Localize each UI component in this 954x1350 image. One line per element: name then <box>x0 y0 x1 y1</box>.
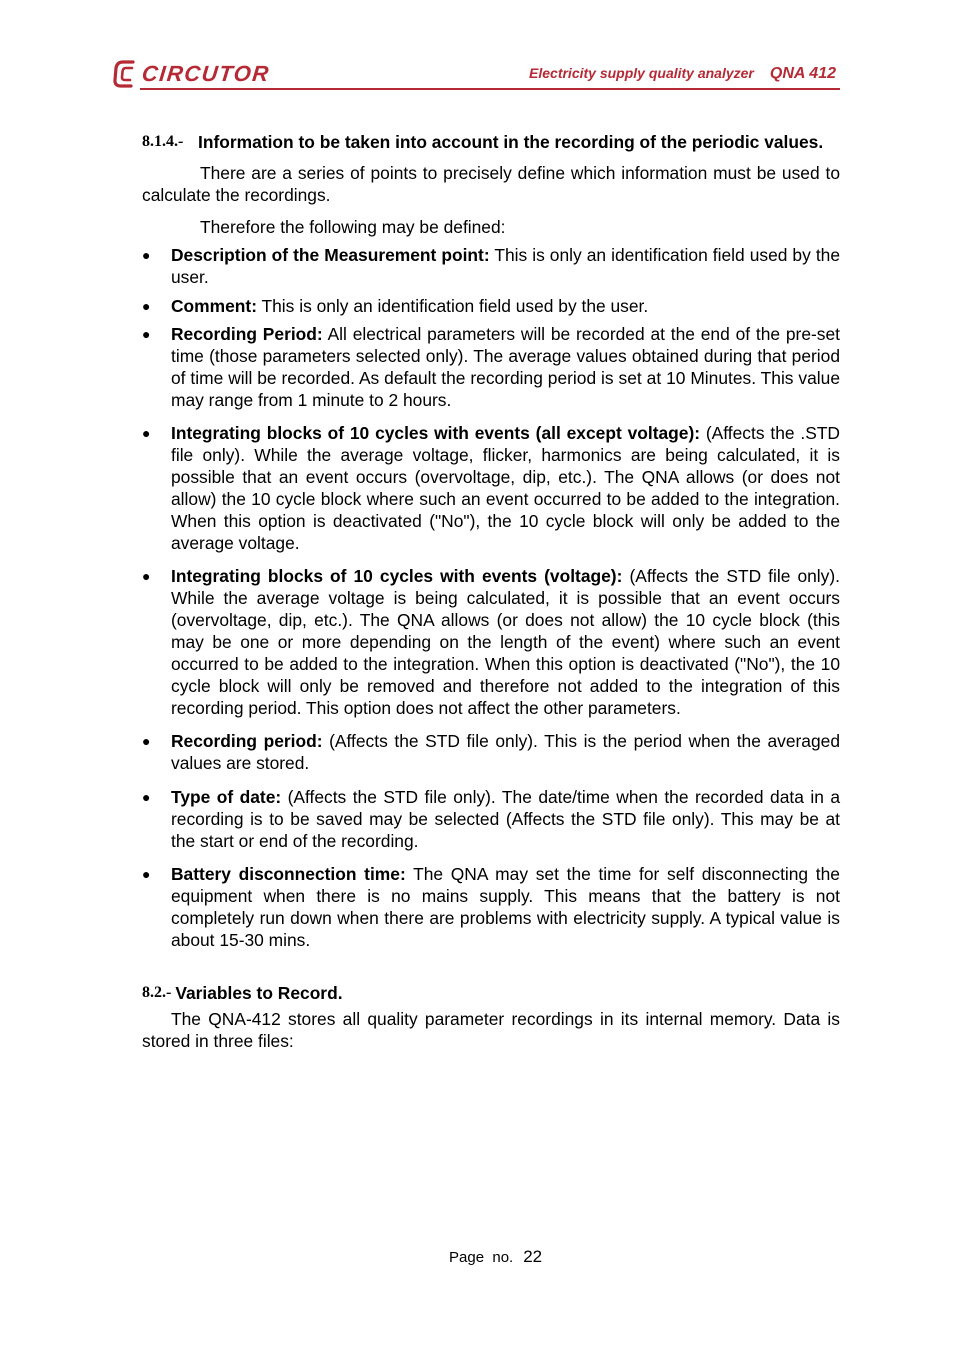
item-text: (Affects the STD file only). This is the period when the averaged values are stored. <box>171 731 840 773</box>
bullet-icon: ● <box>142 866 151 882</box>
list-item <box>142 730 840 774</box>
page-number: 22 <box>523 1247 543 1266</box>
list-item <box>142 565 840 719</box>
item-text: The QNA may set the time for self disconnecting the equipment when there is no mains supply. This means that the battery is not completely run down when there are problems with electricity supply. A typical value is about 15-30 mins. <box>171 864 840 950</box>
bullet-icon: ● <box>142 789 151 805</box>
bullet-icon: ● <box>142 298 151 314</box>
intro-paragraph-2: Therefore the following may be defined: <box>200 217 506 237</box>
item-label: Description of the Measurement point: <box>171 245 490 265</box>
item-text: (Affects the STD file only). While the average voltage is being calculated, it is possible that an event occurs (overvoltage, dip, etc.). The QNA allows (or does not allow) the 10 cycle block (this may be one or more depending on the length of the event) where such an event occurred to be added to the integration. When this option is deactivated ("No"), the 10 cycle block will only be removed and therefore not added to the integration of this recording period. This option does not affect the other parameters. <box>171 566 840 718</box>
header-divider <box>140 88 840 90</box>
section-body: The QNA-412 stores all quality parameter recordings in its internal memory. Data is stored in three files: <box>142 1009 840 1051</box>
item-label: Recording Period: <box>171 324 323 344</box>
list-item <box>142 323 840 411</box>
section-title: Variables to Record. <box>175 983 343 1003</box>
parameter-list <box>142 244 840 951</box>
item-label: Integrating blocks of 10 cycles with events (all except voltage): <box>171 423 701 443</box>
list-item <box>142 786 840 852</box>
page-footer <box>449 1247 542 1267</box>
bullet-icon: ● <box>142 733 151 749</box>
page-header <box>113 56 840 92</box>
section-number: 8.2.- <box>142 984 172 1001</box>
list-item <box>142 422 840 554</box>
list-item <box>142 244 840 288</box>
brand-logo <box>113 58 270 90</box>
bullet-icon: ● <box>142 326 151 342</box>
item-text: (Affects the STD file only). The date/time when the recorded data in a recording is to be saved may be selected (Affects the STD file only). This may be at the start or end of the recording. <box>171 787 840 851</box>
item-text: (Affects the .STD file only). While the average voltage, flicker, harmonics are being calculated, it is possible that an event occurs (overvoltage, dip, etc.). The QNA allows (or does not allow) the 10 cycle block where such an event occurred to be added to the integration. When this option is deactivated ("No"), the 10 cycle block will only be added to the average voltage. <box>171 423 840 553</box>
item-label: Integrating blocks of 10 cycles with events (voltage): <box>171 566 623 586</box>
circutor-logo-icon <box>113 59 139 89</box>
list-item <box>142 863 840 951</box>
page-label: Page no. <box>449 1249 514 1266</box>
bullet-icon: ● <box>142 568 151 584</box>
item-text: This is only an identification field used by the user. <box>257 296 649 316</box>
item-label: Battery disconnection time: <box>171 864 406 884</box>
header-model: QNA 412 <box>769 65 836 82</box>
brand-name: CIRCUTOR <box>140 61 272 86</box>
header-subtitle: Electricity supply quality analyzer <box>529 65 754 81</box>
item-label: Comment: <box>171 296 257 316</box>
item-label: Recording period: <box>171 731 323 751</box>
section-title: Information to be taken into account in the recording of the periodic values. <box>198 132 824 152</box>
item-text: This is only an identification field used by the user. <box>171 245 840 287</box>
item-label: Type of date: <box>171 787 282 807</box>
page-body <box>142 131 840 1052</box>
section-number: 8.1.4.- <box>142 133 184 150</box>
bullet-icon: ● <box>142 247 151 263</box>
bullet-icon: ● <box>142 425 151 441</box>
item-text: All electrical parameters will be recorded at the end of the pre-set time (those parameters selected only). The average values obtained during that period of time will be recorded. As default the recording period is set at 10 Minutes. This value may range from 1 minute to 2 hours. <box>171 324 840 410</box>
list-item <box>142 295 840 317</box>
section-heading-8-1-4 <box>142 131 840 153</box>
document-title <box>529 65 836 83</box>
intro-paragraph: There are a series of points to precisely define which information must be used to calculate the recordings. <box>142 163 840 205</box>
section-heading-8-2 <box>142 982 840 1004</box>
